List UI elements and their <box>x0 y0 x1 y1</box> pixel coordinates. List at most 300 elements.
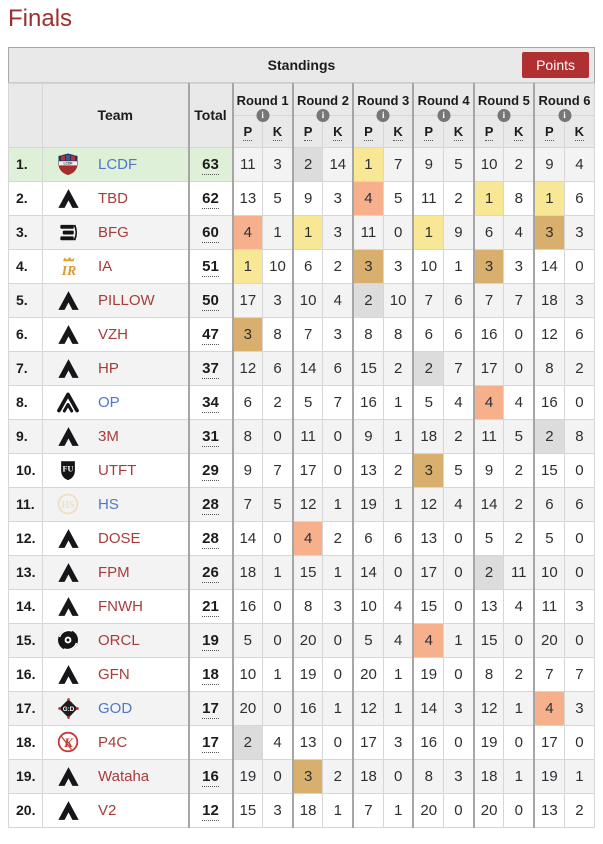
kills-cell: 2 <box>564 351 594 385</box>
kills-cell: 2 <box>504 657 534 691</box>
rank-cell: 10. <box>9 453 43 487</box>
kills-cell: 5 <box>383 181 413 215</box>
team-cell-content <box>55 661 188 687</box>
total-cell <box>189 691 233 725</box>
team-name-link[interactable]: GFN <box>98 665 130 683</box>
team-cell-content <box>55 355 188 381</box>
svg-text:K: K <box>64 735 73 751</box>
info-icon[interactable]: i <box>256 109 269 122</box>
placement-cell: 20 <box>534 623 564 657</box>
placement-cell: 11 <box>353 215 383 249</box>
kills-cell: 1 <box>323 793 353 827</box>
team-row <box>9 589 595 623</box>
team-cell-content <box>55 423 188 449</box>
kills-cell: 0 <box>444 793 474 827</box>
total-cell <box>189 385 233 419</box>
team-cell <box>43 215 189 249</box>
placement-cell: 12 <box>293 487 323 521</box>
kills-cell: 1 <box>323 487 353 521</box>
total-cell <box>189 555 233 589</box>
total-value[interactable]: 34 <box>202 393 219 411</box>
svg-text:G:D: G:D <box>62 705 74 713</box>
placement-cell: 12 <box>534 317 564 351</box>
kills-column-header <box>263 115 293 147</box>
rank-cell: 9. <box>9 419 43 453</box>
kills-cell: 0 <box>564 453 594 487</box>
kills-column-header <box>383 115 413 147</box>
kills-cell: 6 <box>444 317 474 351</box>
total-value[interactable]: 62 <box>202 189 219 207</box>
total-value[interactable]: 17 <box>202 699 219 717</box>
svg-text:LCDF: LCDF <box>63 161 73 166</box>
total-value[interactable]: 50 <box>202 291 219 309</box>
team-row <box>9 521 595 555</box>
placement-abbr[interactable]: P <box>303 123 313 139</box>
placement-cell: 3 <box>474 249 504 283</box>
kills-cell: 4 <box>383 589 413 623</box>
placement-cell: 1 <box>233 249 263 283</box>
placement-cell: 1 <box>474 181 504 215</box>
rank-cell: 8. <box>9 385 43 419</box>
placement-cell: 9 <box>413 147 443 181</box>
team-name-link[interactable]: LCDF <box>98 155 138 173</box>
rank-cell: 16. <box>9 657 43 691</box>
rank-cell: 18. <box>9 725 43 759</box>
kills-cell: 0 <box>263 589 293 623</box>
kills-cell: 0 <box>263 691 293 725</box>
team-name-link[interactable]: HS <box>98 495 119 513</box>
team-row <box>9 147 595 181</box>
team-cell-content <box>55 457 188 483</box>
standings-table-head <box>9 83 595 147</box>
page-title: Finals <box>8 5 73 32</box>
kills-cell: 1 <box>263 657 293 691</box>
kills-cell: 0 <box>444 657 474 691</box>
apex-triangle-logo-icon[interactable] <box>55 355 81 381</box>
kills-cell: 8 <box>564 419 594 453</box>
kills-cell: 10 <box>263 249 293 283</box>
rank-cell: 20. <box>9 793 43 827</box>
placement-cell: 19 <box>233 759 263 793</box>
kills-cell: 4 <box>504 385 534 419</box>
team-cell <box>43 589 189 623</box>
round-header-label: Round 3 <box>357 92 410 108</box>
total-value[interactable]: 28 <box>202 529 219 547</box>
placement-cell: 12 <box>353 691 383 725</box>
kills-cell: 1 <box>504 759 534 793</box>
placement-cell: 2 <box>413 351 443 385</box>
team-row <box>9 317 595 351</box>
placement-cell: 9 <box>534 147 564 181</box>
total-value[interactable]: 17 <box>202 733 219 751</box>
total-value[interactable]: 37 <box>202 359 219 377</box>
kills-cell: 3 <box>564 215 594 249</box>
total-value[interactable]: 29 <box>202 461 219 479</box>
kills-cell: 0 <box>504 317 534 351</box>
apex-triangle-logo-icon[interactable] <box>55 287 81 313</box>
total-value[interactable]: 60 <box>202 223 219 241</box>
placement-cell: 7 <box>233 487 263 521</box>
team-name-link[interactable]: 3M <box>98 427 119 445</box>
rank-cell: 19. <box>9 759 43 793</box>
info-icon[interactable]: i <box>316 109 329 122</box>
kills-cell: 5 <box>263 181 293 215</box>
team-cell-content <box>55 729 188 755</box>
kills-cell: 2 <box>564 793 594 827</box>
kills-cell: 0 <box>504 623 534 657</box>
total-cell <box>189 521 233 555</box>
total-value[interactable]: 31 <box>202 427 219 445</box>
round-header <box>353 83 413 120</box>
kills-cell: 2 <box>263 385 293 419</box>
placement-abbr[interactable]: P <box>243 123 253 139</box>
kills-cell: 0 <box>383 555 413 589</box>
standings-header-bar <box>8 47 595 83</box>
total-cell <box>189 657 233 691</box>
placement-cell: 17 <box>534 725 564 759</box>
svg-text:HS: HS <box>61 500 75 512</box>
team-name-link[interactable]: V2 <box>98 801 117 819</box>
kills-cell: 5 <box>263 487 293 521</box>
placement-cell: 8 <box>534 351 564 385</box>
apex-triangle-logo-icon[interactable] <box>55 661 81 687</box>
kills-cell: 1 <box>444 623 474 657</box>
apex-triangle-logo-icon[interactable] <box>55 559 81 585</box>
placement-cell: 17 <box>233 283 263 317</box>
placement-cell: 5 <box>474 521 504 555</box>
kills-abbr[interactable]: K <box>272 123 283 139</box>
kills-cell: 3 <box>383 249 413 283</box>
kills-cell: 0 <box>383 759 413 793</box>
apex-triangle-logo-icon[interactable] <box>55 423 81 449</box>
team-name-link[interactable]: PILLOW <box>98 291 155 309</box>
team-name-link[interactable]: GOD <box>98 699 133 717</box>
placement-cell: 11 <box>293 419 323 453</box>
total-value[interactable]: 28 <box>202 495 219 513</box>
team-cell <box>43 759 189 793</box>
total-value[interactable]: 47 <box>202 325 219 343</box>
kills-cell: 0 <box>444 521 474 555</box>
team-name-link[interactable]: Wataha <box>98 767 150 785</box>
team-row <box>9 215 595 249</box>
placement-cell: 17 <box>293 453 323 487</box>
placement-cell: 13 <box>293 725 323 759</box>
placement-cell: 3 <box>233 317 263 351</box>
rank-cell: 12. <box>9 521 43 555</box>
team-cell <box>43 385 189 419</box>
team-name-link[interactable]: UTFT <box>98 461 137 479</box>
placement-cell: 16 <box>233 589 263 623</box>
bfg-bars-logo-icon[interactable] <box>55 219 81 245</box>
apex-triangle-logo-icon[interactable] <box>55 321 81 347</box>
kills-cell: 1 <box>383 657 413 691</box>
team-name-link[interactable]: DOSE <box>98 529 141 547</box>
rank-cell: 6. <box>9 317 43 351</box>
placement-cell: 13 <box>413 521 443 555</box>
kills-cell: 1 <box>383 793 413 827</box>
placement-cell: 8 <box>474 657 504 691</box>
kills-cell: 3 <box>263 793 293 827</box>
placement-cell: 14 <box>413 691 443 725</box>
round-header <box>293 83 353 120</box>
team-name-link[interactable]: FNWH <box>98 597 143 615</box>
apex-triangle-logo-icon[interactable] <box>55 525 81 551</box>
placement-abbr[interactable]: P <box>364 123 373 139</box>
kills-cell: 10 <box>383 283 413 317</box>
placement-cell: 8 <box>413 759 443 793</box>
placement-cell: 15 <box>534 453 564 487</box>
kills-cell: 7 <box>564 657 594 691</box>
team-cell-content <box>55 797 188 823</box>
kills-cell: 6 <box>383 521 413 555</box>
team-name-link[interactable]: ORCL <box>98 631 140 649</box>
team-cell <box>43 283 189 317</box>
team-cell <box>43 487 189 521</box>
placement-cell: 2 <box>293 147 323 181</box>
placement-cell: 20 <box>353 657 383 691</box>
total-value[interactable]: 19 <box>202 631 219 649</box>
team-cell <box>43 147 189 181</box>
kills-cell: 0 <box>323 657 353 691</box>
placement-cell: 9 <box>474 453 504 487</box>
kills-cell: 0 <box>263 759 293 793</box>
placement-cell: 17 <box>474 351 504 385</box>
placement-cell: 13 <box>353 453 383 487</box>
total-value[interactable]: 63 <box>202 155 219 173</box>
team-row <box>9 385 595 419</box>
op-chevron-logo-icon[interactable] <box>55 389 81 415</box>
total-value[interactable]: 26 <box>202 563 219 581</box>
team-row <box>9 691 595 725</box>
placement-cell: 6 <box>474 215 504 249</box>
team-cell <box>43 657 189 691</box>
kills-cell: 1 <box>564 759 594 793</box>
total-column-header: Total <box>189 83 233 147</box>
total-value[interactable]: 18 <box>202 665 219 683</box>
kills-cell: 1 <box>383 691 413 725</box>
rank-cell: 17. <box>9 691 43 725</box>
placement-abbr[interactable]: P <box>545 123 554 139</box>
kills-cell: 4 <box>383 623 413 657</box>
kills-cell: 7 <box>444 351 474 385</box>
placement-cell: 6 <box>233 385 263 419</box>
placement-cell: 14 <box>474 487 504 521</box>
placement-cell: 2 <box>534 419 564 453</box>
team-cell <box>43 453 189 487</box>
team-column-header: Team <box>43 83 189 147</box>
apex-triangle-logo-icon[interactable] <box>55 763 81 789</box>
round-header <box>413 83 473 120</box>
kills-cell: 0 <box>323 419 353 453</box>
placement-cell: 6 <box>534 487 564 521</box>
team-cell <box>43 691 189 725</box>
kills-abbr[interactable]: K <box>514 123 524 139</box>
team-name-link[interactable]: TBD <box>98 189 128 207</box>
info-icon[interactable]: i <box>497 109 510 122</box>
info-icon[interactable]: i <box>558 109 571 122</box>
kills-abbr[interactable]: K <box>453 123 464 139</box>
placement-cell: 14 <box>293 351 323 385</box>
team-name-link[interactable]: BFG <box>98 223 129 241</box>
placement-cell: 1 <box>353 147 383 181</box>
round-header-label: Round 5 <box>477 92 530 108</box>
placement-cell: 15 <box>413 589 443 623</box>
placement-cell: 15 <box>293 555 323 589</box>
team-name-link[interactable]: OP <box>98 393 120 411</box>
orcl-swirl-eye-logo-icon[interactable] <box>55 627 81 653</box>
total-cell <box>189 419 233 453</box>
kills-cell: 1 <box>383 385 413 419</box>
placement-cell: 17 <box>413 555 443 589</box>
header-row-rounds <box>9 83 595 115</box>
kills-cell: 3 <box>564 589 594 623</box>
placement-cell: 12 <box>413 487 443 521</box>
placement-cell: 18 <box>534 283 564 317</box>
placement-cell: 1 <box>534 181 564 215</box>
placement-cell: 10 <box>233 657 263 691</box>
info-icon[interactable]: i <box>377 109 390 122</box>
placement-cell: 5 <box>293 385 323 419</box>
team-row <box>9 419 595 453</box>
placement-cell: 13 <box>534 793 564 827</box>
team-name-link[interactable]: HP <box>98 359 119 377</box>
kills-cell: 0 <box>323 725 353 759</box>
kills-cell: 4 <box>504 215 534 249</box>
kills-abbr[interactable]: K <box>393 123 403 139</box>
kills-cell: 6 <box>323 351 353 385</box>
team-cell <box>43 317 189 351</box>
apex-triangle-logo-icon[interactable] <box>55 185 81 211</box>
total-cell <box>189 725 233 759</box>
kills-cell: 2 <box>504 487 534 521</box>
total-cell <box>189 215 233 249</box>
total-cell <box>189 487 233 521</box>
total-value[interactable]: 51 <box>202 257 219 275</box>
kills-cell: 4 <box>323 283 353 317</box>
placement-cell: 8 <box>293 589 323 623</box>
kills-cell: 1 <box>383 487 413 521</box>
kills-cell: 2 <box>323 521 353 555</box>
total-value[interactable]: 12 <box>202 801 219 819</box>
placement-cell: 20 <box>233 691 263 725</box>
placement-cell: 6 <box>293 249 323 283</box>
placement-cell: 8 <box>233 419 263 453</box>
placement-cell: 19 <box>474 725 504 759</box>
total-cell <box>189 317 233 351</box>
kills-cell: 0 <box>564 521 594 555</box>
team-row <box>9 555 595 589</box>
hs-pale-circle-logo-icon[interactable] <box>55 491 81 517</box>
team-row <box>9 487 595 521</box>
kills-cell: 4 <box>444 487 474 521</box>
placement-cell: 7 <box>534 657 564 691</box>
placement-cell: 3 <box>534 215 564 249</box>
kills-cell: 0 <box>564 725 594 759</box>
rank-cell: 14. <box>9 589 43 623</box>
utft-shield-logo-icon[interactable] <box>55 457 81 483</box>
total-value[interactable]: 16 <box>202 767 219 785</box>
team-row <box>9 181 595 215</box>
team-name-link[interactable]: P4C <box>98 733 128 751</box>
placement-cell: 11 <box>534 589 564 623</box>
team-name-link[interactable]: IA <box>98 257 113 275</box>
placement-cell: 16 <box>293 691 323 725</box>
info-icon[interactable]: i <box>437 109 450 122</box>
team-cell <box>43 521 189 555</box>
apex-triangle-logo-icon[interactable] <box>55 797 81 823</box>
kills-cell: 9 <box>444 215 474 249</box>
rank-cell: 3. <box>9 215 43 249</box>
kills-cell: 1 <box>323 555 353 589</box>
kills-cell: 5 <box>444 147 474 181</box>
kills-cell: 6 <box>564 181 594 215</box>
team-cell-content <box>55 287 188 313</box>
god-diamond-logo-icon[interactable] <box>55 695 81 721</box>
svg-text:FU: FU <box>62 464 74 474</box>
placement-abbr[interactable]: P <box>424 123 434 139</box>
apex-triangle-logo-icon[interactable] <box>55 593 81 619</box>
kills-cell: 4 <box>564 147 594 181</box>
placement-abbr[interactable]: P <box>484 123 494 139</box>
team-cell <box>43 249 189 283</box>
kills-cell: 3 <box>383 725 413 759</box>
team-name-link[interactable]: VZH <box>98 325 128 343</box>
kills-abbr[interactable]: K <box>333 123 343 139</box>
team-row <box>9 249 595 283</box>
p4c-red-k-logo-icon[interactable] <box>55 729 81 755</box>
points-button[interactable]: Points <box>522 52 589 78</box>
team-row <box>9 283 595 317</box>
placement-cell: 5 <box>413 385 443 419</box>
placement-cell: 3 <box>353 249 383 283</box>
kills-cell: 0 <box>444 589 474 623</box>
kills-cell: 1 <box>263 555 293 589</box>
kills-cell: 1 <box>263 215 293 249</box>
standings-title: Standings <box>267 56 336 73</box>
kills-cell: 3 <box>444 759 474 793</box>
team-cell-content <box>55 491 188 517</box>
kills-cell: 2 <box>383 351 413 385</box>
round-header <box>534 83 594 120</box>
kills-abbr[interactable]: K <box>574 123 585 139</box>
kills-cell: 0 <box>564 555 594 589</box>
ia-gold-crown-logo-icon[interactable] <box>55 253 81 279</box>
kills-cell: 2 <box>504 521 534 555</box>
rank-cell: 5. <box>9 283 43 317</box>
kills-cell: 3 <box>323 589 353 623</box>
placement-cell: 7 <box>353 793 383 827</box>
total-cell <box>189 589 233 623</box>
team-row <box>9 453 595 487</box>
team-name-link[interactable]: FPM <box>98 563 130 581</box>
team-cell-content <box>55 151 188 177</box>
team-cell-content <box>55 389 188 415</box>
kills-cell: 0 <box>323 453 353 487</box>
total-value[interactable]: 21 <box>202 597 219 615</box>
kills-cell: 0 <box>564 249 594 283</box>
lcdf-crest-logo-icon[interactable] <box>55 151 81 177</box>
placement-cell: 3 <box>293 759 323 793</box>
kills-column-header <box>504 115 534 147</box>
placement-cell: 9 <box>293 181 323 215</box>
placement-cell: 4 <box>353 181 383 215</box>
rank-cell: 2. <box>9 181 43 215</box>
placement-cell: 4 <box>293 521 323 555</box>
kills-cell: 2 <box>444 181 474 215</box>
placement-cell: 7 <box>413 283 443 317</box>
placement-cell: 5 <box>534 521 564 555</box>
placement-cell: 15 <box>353 351 383 385</box>
